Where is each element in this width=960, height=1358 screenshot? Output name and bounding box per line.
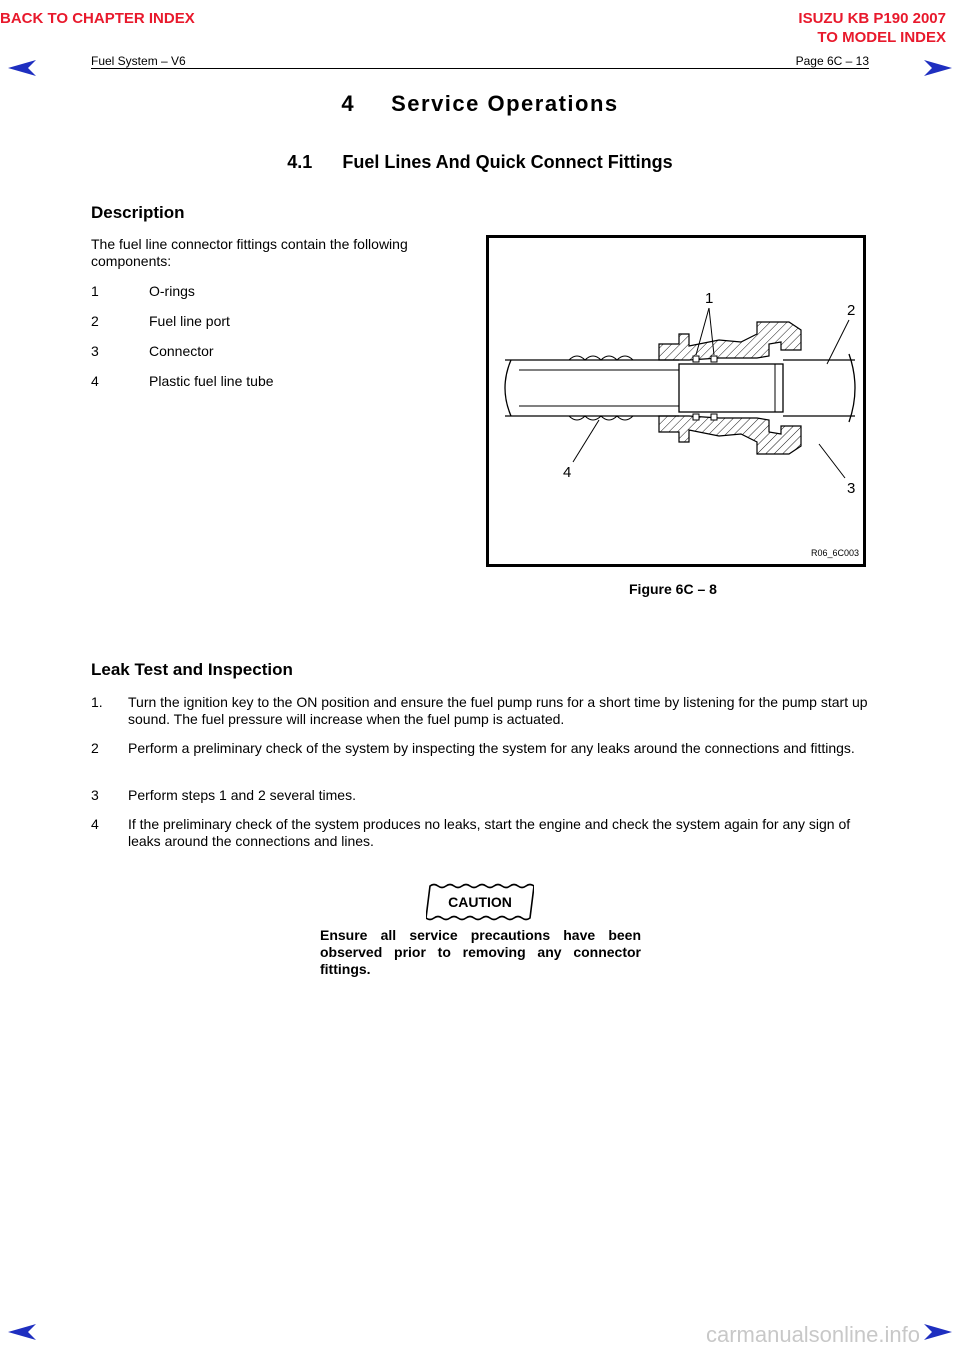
component-number: 3: [91, 343, 99, 359]
running-header-left: Fuel System – V6: [91, 54, 186, 68]
component-label: Plastic fuel line tube: [149, 373, 274, 389]
subsection-heading: [0, 152, 960, 173]
figure-callout-3: 3: [847, 480, 856, 497]
description-intro: The fuel line connector fittings contain the following components:: [91, 236, 408, 269]
component-number: 4: [91, 373, 99, 389]
step-text: Perform a preliminary check of the system by inspecting the system for any leaks around the connections and fittings.: [128, 740, 855, 756]
component-number: 2: [91, 313, 99, 329]
next-page-arrow-icon[interactable]: [924, 60, 952, 76]
connector-cross-section-drawing: [489, 238, 863, 564]
step-text: Perform steps 1 and 2 several times.: [128, 787, 356, 803]
section-heading: [0, 91, 960, 117]
component-label: Connector: [149, 343, 214, 359]
leak-test-step: [91, 694, 871, 728]
caution-label: CAUTION: [448, 894, 512, 910]
step-number: 3: [91, 787, 99, 803]
section-number: 4: [341, 91, 356, 116]
fuel-line-connector-figure: [486, 235, 866, 567]
next-page-arrow-bottom-icon[interactable]: [924, 1324, 952, 1340]
component-label: Fuel line port: [149, 313, 230, 329]
section-title: Service Operations: [391, 91, 619, 116]
back-to-chapter-index-link[interactable]: BACK TO CHAPTER INDEX: [0, 10, 195, 27]
component-label: O-rings: [149, 283, 195, 299]
component-item: [91, 283, 195, 299]
running-header-right: Page 6C – 13: [795, 54, 869, 68]
model-title-link[interactable]: ISUZU KB P190 2007: [798, 10, 946, 27]
header-rule: [91, 68, 869, 69]
previous-page-arrow-icon[interactable]: [8, 60, 36, 76]
caution-text: Ensure all service precautions have been observed prior to removing any connector fittings.: [320, 927, 641, 977]
figure-caption: Figure 6C – 8: [629, 581, 717, 597]
component-number: 1: [91, 283, 99, 299]
leak-test-heading: Leak Test and Inspection: [91, 660, 293, 679]
subsection-title: Fuel Lines And Quick Connect Fittings: [342, 152, 673, 172]
description-heading: Description: [91, 203, 185, 222]
figure-callout-2: 2: [847, 302, 856, 319]
figure-callout-1: 1: [705, 290, 714, 307]
step-text: If the preliminary check of the system produces no leaks, start the engine and check the system again for any sign of leaks around the connections and lines.: [128, 816, 851, 849]
step-text: Turn the ignition key to the ON position and ensure the fuel pump runs for a short time by listening for the pump start up sound. The fuel pressure will increase when the fuel pump is actuated.: [128, 694, 868, 727]
step-number: 1.: [91, 694, 103, 710]
leak-test-step: [91, 787, 871, 804]
figure-callout-4: 4: [563, 464, 572, 481]
leak-test-step: [91, 740, 871, 757]
figure-reference-code: R06_6C003: [810, 548, 859, 558]
watermark: carmanualsonline.info: [705, 1322, 920, 1347]
step-number: 4: [91, 816, 99, 832]
subsection-number: 4.1: [287, 152, 313, 172]
to-model-index-link[interactable]: TO MODEL INDEX: [817, 29, 946, 46]
previous-page-arrow-bottom-icon[interactable]: [8, 1324, 36, 1340]
component-item: [91, 313, 230, 329]
component-item: [91, 373, 274, 389]
leak-test-step: [91, 816, 871, 850]
component-item: [91, 343, 214, 359]
step-number: 2: [91, 740, 99, 756]
